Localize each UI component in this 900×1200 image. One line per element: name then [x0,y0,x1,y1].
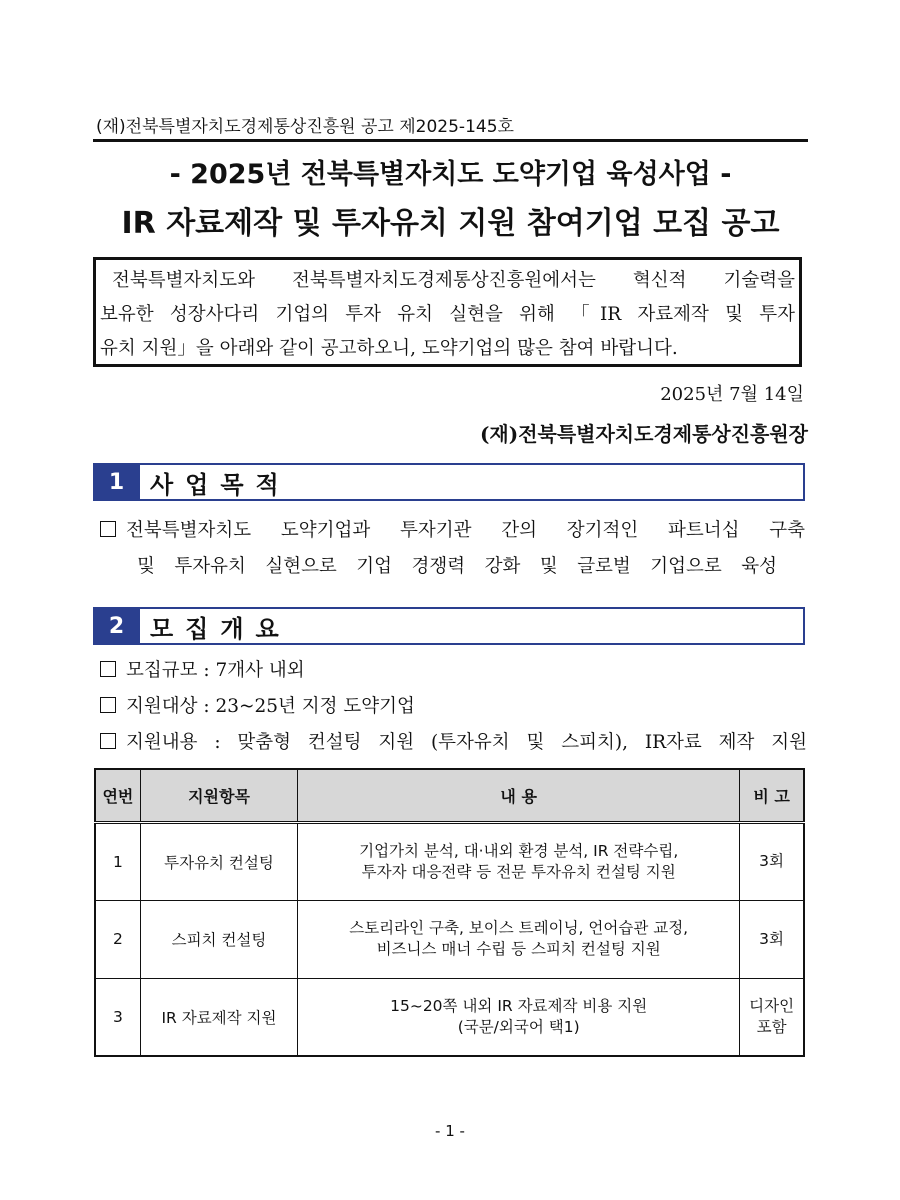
header-rule [93,139,808,142]
cell-note [740,900,804,978]
content-line: (국문/외국어 택1) [457,1017,580,1036]
overview-text-2: 지원대상 : 23~25년 지정 도약기업 [126,696,415,717]
checkbox-icon [100,521,116,537]
content-line: 15~20쪽 내외 IR 자료제작 비용 지원 [390,996,648,1015]
cell-note [740,978,804,1056]
note-line: 3회 [759,852,785,870]
cell-no: 1 [95,822,140,900]
cell-content [298,822,740,900]
support-table [94,768,805,1057]
cell-item: IR 자료제작 지원 [140,978,297,1056]
section-1-title: 사업목적 [140,463,805,501]
title-line-2: IR 자료제작 및 투자유치 지원 참여기업 모집 공고 [121,206,780,241]
content-line: 비즈니스 매너 수립 등 스피치 컨설팅 지원 [376,940,661,958]
checkbox-icon [100,697,116,713]
content-line: 기업가치 분석, 대·내외 환경 분석, IR 전략수립, [359,841,679,860]
table-header-row [95,769,804,822]
section-2-title: 모집개요 [140,607,805,645]
issuer-name: (재)전북특별자치도경제통상진흥원장 [479,422,808,446]
intro-line-1: 전북특별자치도와 전북특별자치도경제통상진흥원에서는 혁신적 기술력을 [112,270,795,291]
cell-note [740,822,804,900]
note-line: 포함 [756,1017,787,1036]
table-row [95,978,804,1056]
section-1-header [93,463,805,501]
purpose-bullet-line-1 [100,516,805,542]
content-line: 스토리라인 구축, 보이스 트레이닝, 언어습관 교정, [349,919,689,937]
title-line-1: - 2025년 전북특별자치도 도약기업 육성사업 - [169,159,732,190]
table-row [95,900,804,978]
section-2-number: 2 [93,607,140,645]
cell-item: 투자유치 컨설팅 [140,822,297,900]
purpose-bullet-line-2: 및 투자유치 실현으로 기업 경쟁력 강화 및 글로벌 기업으로 육성 [137,556,777,577]
cell-content [298,978,740,1056]
intro-box [93,257,802,367]
overview-bullet-2 [100,692,415,718]
page-number: - 1 - [435,1122,465,1140]
overview-bullet-3 [100,728,807,754]
overview-bullet-1 [100,656,305,682]
table-row [95,822,804,900]
section-2-header [93,607,805,645]
section-1-number: 1 [93,463,140,501]
header-no: 연번 [95,769,140,822]
header-content: 내 용 [298,769,740,822]
purpose-text-1: 전북특별자치도 도약기업과 투자기관 간의 장기적인 파트너십 구축 [126,520,805,541]
header-item: 지원항목 [140,769,297,822]
overview-text-1: 모집규모 : 7개사 내외 [126,660,305,681]
checkbox-icon [100,661,116,677]
content-line: 투자자 대응전략 등 전문 투자유치 컨설팅 지원 [361,862,676,881]
intro-line-3: 유치 지원」을 아래와 같이 공고하오니, 도약기업의 많은 참여 바랍니다. [100,338,678,359]
cell-no: 2 [95,900,140,978]
intro-line-2: 보유한 성장사다리 기업의 투자 유치 실현을 위해 「IR 자료제작 및 투자 [100,304,795,325]
note-line: 3회 [759,929,785,948]
cell-no: 3 [95,978,140,1056]
overview-text-3: 지원내용 : 맞춤형 컨설팅 지원 (투자유치 및 스피치), IR자료 제작 지원 [126,732,807,753]
notice-number: (재)전북특별자치도경제통상진흥원 공고 제2025-145호 [96,117,514,137]
checkbox-icon [100,733,116,749]
cell-content [298,900,740,978]
header-note: 비 고 [740,769,804,822]
cell-item: 스피치 컨설팅 [140,900,297,978]
note-line: 디자인 [749,996,795,1015]
notice-date: 2025년 7월 14일 [660,384,804,405]
